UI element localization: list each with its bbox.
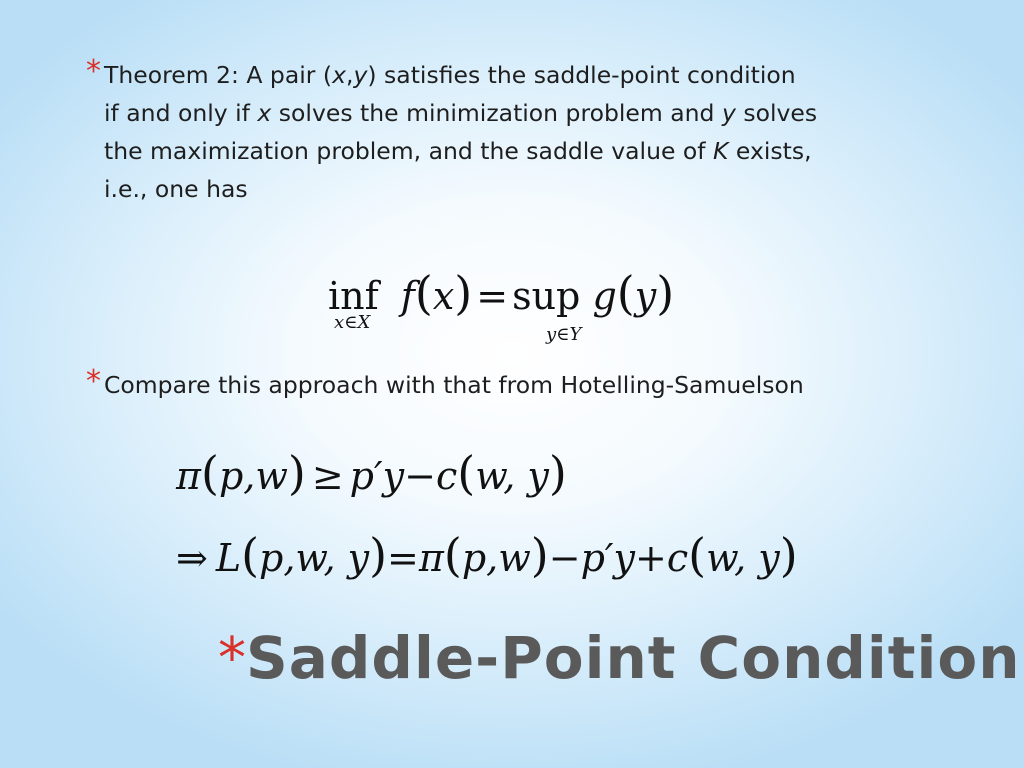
compare-text: Compare this approach with that from Hotelling-Samuelson: [104, 371, 804, 399]
paren: (: [414, 266, 433, 320]
theorem-line-4: i.e., one has: [104, 175, 248, 203]
text-segment: exists,: [728, 137, 812, 165]
args-w-y: w, y: [475, 454, 549, 498]
profit-inequality: [176, 446, 567, 500]
var-x: x: [257, 99, 272, 127]
paren: (: [443, 528, 462, 582]
args-p-w: p,w: [461, 536, 531, 580]
paren: (: [688, 528, 707, 582]
inf-operator: inf: [328, 274, 379, 318]
func-g: g: [592, 274, 617, 318]
bullet-marker: *: [86, 54, 101, 89]
title-marker: *: [218, 626, 246, 691]
text-segment: solves: [735, 99, 818, 127]
paren: ): [656, 266, 675, 320]
arg-y: y: [634, 274, 657, 318]
func-f: f: [400, 274, 415, 318]
inf-subscript: x∈X: [334, 312, 371, 333]
sup-operator: sup: [512, 274, 581, 318]
paren: ): [287, 446, 306, 500]
equals-sign: =: [476, 274, 509, 318]
paren: (: [200, 446, 219, 500]
geq-sign: ≥: [311, 454, 344, 498]
title-text: Saddle-Point Condition: [246, 624, 1021, 692]
plus-sign: +: [634, 536, 667, 580]
args-w-y: w, y: [706, 536, 780, 580]
theorem-line-2: [104, 94, 986, 132]
sup-subscript: y∈Y: [546, 324, 582, 345]
equation-inf-sup: [328, 266, 674, 320]
paren: ): [369, 528, 388, 582]
text-segment: if and only if: [104, 99, 258, 127]
paren: ): [548, 446, 567, 500]
bullet-marker: *: [86, 364, 101, 399]
theorem-line-1: [104, 56, 986, 94]
var-x: x: [332, 61, 347, 89]
paren: (: [241, 528, 260, 582]
var-k: K: [713, 137, 729, 165]
func-l: L: [215, 536, 242, 580]
text-segment: Theorem 2: A pair (: [104, 61, 333, 89]
paren: (: [457, 446, 476, 500]
equals-sign: =: [387, 536, 419, 580]
func-c: c: [666, 536, 689, 580]
paren: ): [530, 528, 549, 582]
pi-symbol: π: [176, 454, 201, 498]
args-p-w: p,w: [218, 454, 288, 498]
bullet-compare: [86, 366, 986, 404]
paren: ): [779, 528, 798, 582]
var-y: y: [721, 99, 736, 127]
lagrangian-equation: [176, 528, 798, 582]
pi-symbol: π: [418, 536, 444, 580]
text-segment: the maximization problem, and the saddle value of: [104, 137, 714, 165]
args-p-w-y: p,w, y: [259, 536, 370, 580]
implies-arrow: ⇒: [176, 536, 208, 580]
paren: (: [616, 266, 635, 320]
text-segment: solves the minimization problem and: [271, 99, 722, 127]
paren: ): [454, 266, 473, 320]
text-segment: ,: [346, 61, 354, 89]
bullet-theorem: [86, 56, 986, 208]
arg-x: x: [432, 274, 455, 318]
var-y: y: [353, 61, 368, 89]
minus-sign: −: [548, 536, 581, 580]
minus-sign: −: [404, 454, 436, 498]
term-py: p′y: [349, 454, 405, 498]
func-c: c: [435, 454, 458, 498]
theorem-line-3: [104, 132, 986, 170]
slide-title: [218, 624, 1021, 692]
text-segment: ) satisfies the saddle-point condition: [367, 61, 796, 89]
term-py: p′y: [580, 536, 635, 580]
